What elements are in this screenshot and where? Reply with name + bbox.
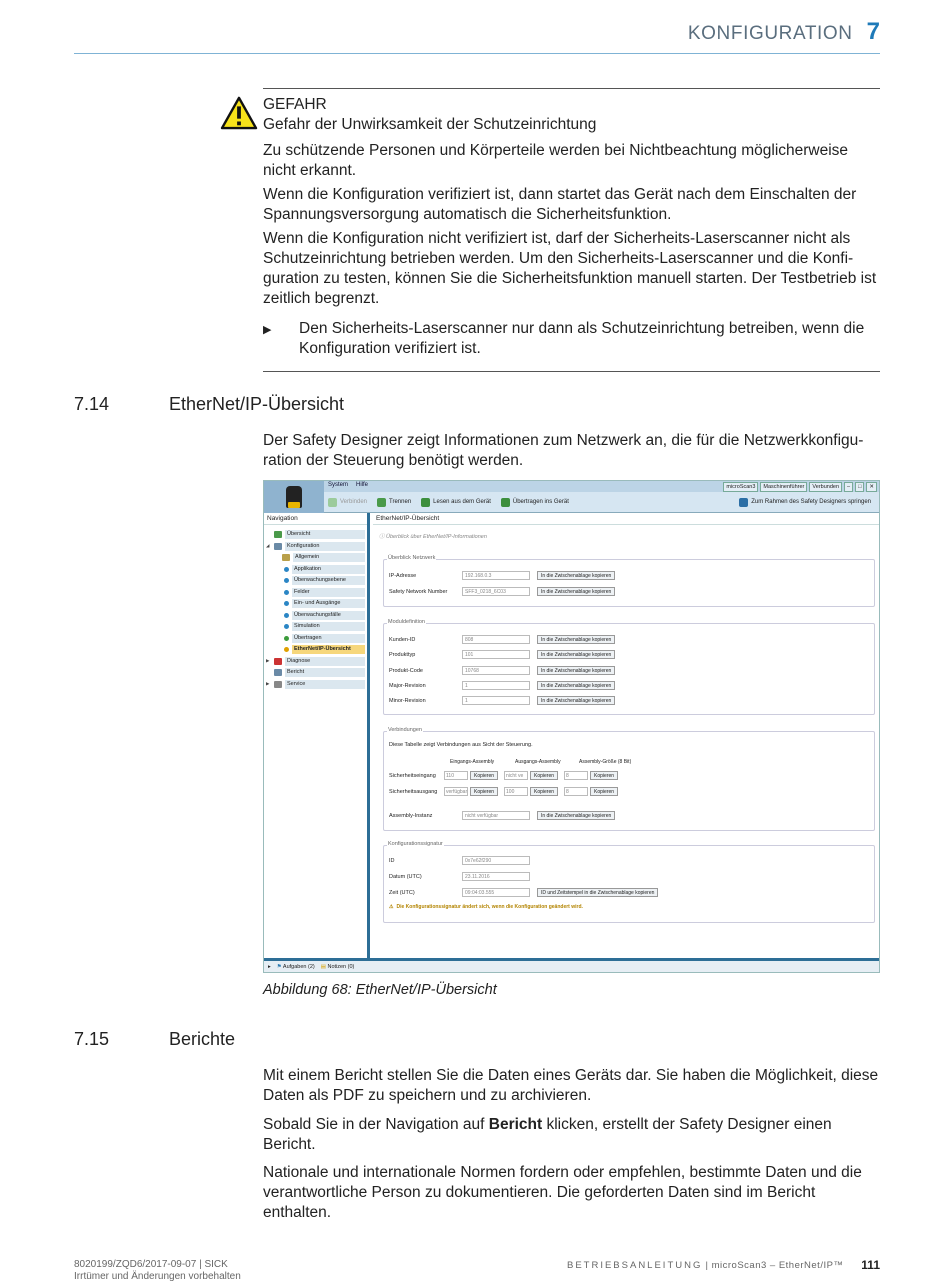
- connections-legend: Verbindungen: [388, 727, 422, 733]
- nav-item-general[interactable]: Allgemein: [266, 552, 365, 564]
- signature-time-row: Zeit (UTC) 09:04:03.555 ID und Zeitstempel in die Zwischenablage kopieren: [389, 888, 658, 897]
- module-row: Minor-Revision 1 In die Zwischenablage kopieren: [389, 696, 615, 705]
- jump-frame-button[interactable]: Zum Rahmen des Safety Designers springen: [739, 498, 871, 507]
- signature-id-field[interactable]: 0x7e62f290: [462, 856, 530, 865]
- step-dot-icon: [284, 647, 289, 652]
- app-menu: [328, 482, 368, 488]
- assembly-size-field[interactable]: 8: [564, 787, 588, 796]
- danger-paragraph-3: Wenn die Konfiguration nicht verifiziert ist, darf der Sicherheits-Laserscanner nicht als Schutzeinrichtung betrieben werden. Um den Sicherheits-Laserscanner und die Konfiguration zu testen, können Sie die Sicherheitsfunktion manuell starten. Der Testbetrieb ist zeitlich begrenzt.: [263, 230, 877, 307]
- network-group: [383, 555, 875, 607]
- report-paragraph-3: Nationale und internationale Normen fordern oder empfehlen, bestimmte Daten und die verantwortliche Person zu dokumentieren. Die geforderten Daten sind im Bericht enthalten.: [263, 1164, 862, 1221]
- step-dot-icon: [284, 590, 289, 595]
- nav-item-ethernet-ip-overview[interactable]: EtherNet/IP-Übersicht: [266, 644, 365, 656]
- step-dot-icon: [284, 624, 289, 629]
- module-row: Produkttyp 101 In die Zwischenablage kopieren: [389, 650, 615, 659]
- assembly-instance-row: Assembly-Instanz nicht verfügbar In die Zwischenablage kopieren: [389, 811, 615, 820]
- navigation-pane: [264, 513, 370, 958]
- section-title: EtherNet/IP-Übersicht: [169, 394, 345, 414]
- ip-field[interactable]: 192.168.0.3: [462, 571, 530, 580]
- bullet-arrow-icon: ▶: [263, 324, 272, 336]
- device-logo: [264, 481, 324, 513]
- disclaimer: Irrtümer und Änderungen vorbehalten: [74, 1271, 241, 1282]
- copy-button[interactable]: In die Zwischenablage kopieren: [537, 696, 615, 705]
- danger-paragraph-2: Wenn die Konfiguration verifiziert ist, dann startet das Gerät nach dem Einschalten der Spannungsversorgung automatisch die Sicherheitsfunktion.: [263, 186, 857, 223]
- connections-group: [383, 727, 875, 831]
- tasks-tab[interactable]: ⚑ Aufgaben (2): [276, 963, 315, 970]
- disconnect-button[interactable]: Trennen: [377, 498, 411, 507]
- report-icon: [274, 669, 282, 676]
- device-name[interactable]: microScan3: [723, 482, 758, 492]
- expand-icon[interactable]: ▸: [268, 963, 271, 970]
- figure-caption: Abbildung 68: EtherNet/IP-Übersicht: [263, 982, 497, 998]
- signature-warning: ⚠ Die Konfigurationssignatur ändert sich, wenn die Konfiguration geändert wird.: [389, 904, 583, 910]
- connection-state[interactable]: Verbunden: [809, 482, 842, 492]
- output-assembly-field[interactable]: 100: [504, 787, 528, 796]
- report-paragraph-2: Sobald Sie in der Navigation auf Bericht klicken, erstellt der Safety Designer einen Bericht.: [263, 1116, 832, 1153]
- signature-date-row: Datum (UTC) 23.11.2016: [389, 872, 530, 881]
- signature-time-field[interactable]: 09:04:03.555: [462, 888, 530, 897]
- nav-item-simulation[interactable]: Simulation: [266, 621, 365, 633]
- snn-row: Safety Network Number SFF3_0218_6C03 In die Zwischenablage kopieren: [389, 587, 615, 596]
- nav-item-monitoring-cases[interactable]: Überwachungsfälle: [266, 610, 365, 622]
- general-icon: [282, 554, 290, 561]
- user-level[interactable]: Maschinenführer: [760, 482, 807, 492]
- copy-button[interactable]: In die Zwischenablage kopieren: [537, 681, 615, 690]
- module-row: Produkt-Code 10768 In die Zwischenablage kopieren: [389, 666, 615, 675]
- step-dot-icon: [284, 578, 289, 583]
- transfer-icon: [501, 498, 510, 507]
- page-header: [688, 18, 880, 46]
- section-heading-7-14: [74, 394, 344, 415]
- navigation-title: Navigation: [264, 513, 367, 525]
- copy-button[interactable]: In die Zwischenablage kopieren: [537, 811, 615, 820]
- danger-title: GEFAHR: [263, 96, 327, 113]
- nav-item-diagnosis[interactable]: ▶ Diagnose: [266, 656, 365, 668]
- menu-help[interactable]: Hilfe: [356, 482, 369, 488]
- connections-description: Diese Tabelle zeigt Verbindungen aus Sicht der Steuerung.: [389, 742, 533, 748]
- copy-ip-button[interactable]: In die Zwischenablage kopieren: [537, 571, 615, 580]
- section-heading-7-15: [74, 1029, 235, 1050]
- footer-left: [74, 1259, 241, 1283]
- app-screenshot: [263, 480, 880, 973]
- step-dot-icon: [284, 613, 289, 618]
- copy-button[interactable]: Kopieren: [470, 787, 498, 796]
- nav-item-service[interactable]: ▶ Service: [266, 679, 365, 691]
- danger-bullet-text: Den Sicherheits-Laserscanner nur dann als Schutzeinrichtung betreiben, wenn die Konfiguration verifiziert ist.: [299, 320, 865, 357]
- read-icon: [421, 498, 430, 507]
- footer-right: BETRIEBSANLEITUNG | microScan3 – EtherNet/IP™: [567, 1260, 844, 1271]
- diagnosis-icon: [274, 658, 282, 665]
- nav-item-overview[interactable]: Übersicht: [266, 529, 365, 541]
- input-assembly-field[interactable]: verfügbar: [446, 789, 468, 795]
- disconnect-icon: [377, 498, 386, 507]
- content-pane: [373, 513, 879, 958]
- content-title: EtherNet/IP-Übersicht: [373, 513, 879, 525]
- col-output-assembly: Ausgangs-Assembly: [515, 759, 561, 765]
- section-number: 7.14: [74, 394, 110, 414]
- report-paragraph-1: Mit einem Bericht stellen Sie die Daten eines Geräts dar. Sie haben die Möglichkeit, diese Daten als PDF zu speichern und zu archivieren.: [263, 1067, 879, 1104]
- service-icon: [274, 681, 282, 688]
- danger-notice: [263, 88, 880, 372]
- expand-icon: ▶: [266, 681, 270, 687]
- safety-designer-icon: [739, 498, 748, 507]
- copy-button[interactable]: Kopieren: [530, 771, 558, 780]
- signature-group: [383, 841, 875, 923]
- page-number: 111: [861, 1258, 880, 1272]
- report-term: Bericht: [488, 1116, 543, 1133]
- col-assembly-size: Assembly-Größe (8 Bit): [579, 759, 632, 765]
- safety-output-row: Sicherheitsausgang verfügbar Kopieren 100 Kopieren 8 Kopieren: [389, 787, 618, 796]
- read-device-button[interactable]: Lesen aus dem Gerät: [421, 498, 491, 507]
- expand-icon: ◢: [266, 543, 270, 549]
- transfer-device-button[interactable]: Übertragen ins Gerät: [501, 498, 569, 507]
- configuration-icon: [274, 543, 282, 550]
- nav-item-configuration[interactable]: ◢ Konfiguration: [266, 541, 365, 553]
- input-assembly-field[interactable]: 110: [444, 771, 468, 780]
- chapter-number: 7: [866, 18, 880, 45]
- module-legend: Moduldefinition: [388, 619, 425, 625]
- module-row: Kunden-ID 808 In die Zwischenablage kopieren: [389, 635, 615, 644]
- nav-item-io[interactable]: Ein- und Ausgänge: [266, 598, 365, 610]
- signature-id-row: ID 0x7e62f290: [389, 856, 530, 865]
- nav-item-monitoring-plane[interactable]: Überwachungsebene: [266, 575, 365, 587]
- copy-button[interactable]: Kopieren: [530, 787, 558, 796]
- step-dot-icon: [284, 601, 289, 606]
- section-number: 7.15: [74, 1029, 110, 1049]
- copy-button[interactable]: In die Zwischenablage kopieren: [537, 635, 615, 644]
- major-revision-field[interactable]: 1: [462, 681, 530, 690]
- col-input-assembly: Eingangs-Assembly: [450, 759, 495, 765]
- notes-tab[interactable]: ▤ Notizen (0): [320, 963, 355, 970]
- doc-id: 8020199/ZQD6/2017-09-07 | SICK: [74, 1259, 228, 1270]
- module-group: [383, 619, 875, 715]
- status-bar: [264, 958, 879, 972]
- warning-triangle-icon: [220, 96, 258, 130]
- ip-row: IP-Adresse 192.168.0.3 In die Zwischenablage kopieren: [389, 571, 615, 580]
- warning-icon: ⚠: [389, 904, 394, 910]
- info-icon: ⓘ: [379, 534, 387, 540]
- toolbar: [324, 492, 879, 513]
- section-intro: Der Safety Designer zeigt Informationen zum Netzwerk an, die für die Netzwerkkonfiguration der Steuerung benötigt werden.: [263, 432, 864, 469]
- menu-system[interactable]: System: [328, 482, 349, 488]
- minimize-button[interactable]: –: [844, 482, 853, 492]
- danger-subtitle: Gefahr der Unwirksamkeit der Schutzeinrichtung: [263, 116, 597, 133]
- window-controls: [723, 482, 877, 492]
- copy-button[interactable]: Kopieren: [590, 787, 618, 796]
- danger-paragraph-1: Zu schützende Personen und Körperteile werden bei Nichtbeachtung möglicherweise nicht erkannt.: [263, 142, 849, 179]
- nav-item-application[interactable]: Applikation: [266, 564, 365, 576]
- signature-legend: Konfigurationssignatur: [388, 841, 443, 847]
- minor-revision-field[interactable]: 1: [462, 696, 530, 705]
- safety-input-row: Sicherheitseingang 110 Kopieren nicht ve Kopieren 8 Kopieren: [389, 771, 618, 780]
- maximize-button[interactable]: □: [855, 482, 864, 492]
- copy-snn-button[interactable]: In die Zwischenablage kopieren: [537, 587, 615, 596]
- step-dot-icon: [284, 636, 289, 641]
- connect-button[interactable]: Verbinden: [328, 498, 367, 507]
- nav-item-transfer[interactable]: Übertragen: [266, 633, 365, 645]
- connect-icon: [328, 498, 337, 507]
- network-legend: Überblick Netzwerk: [388, 555, 436, 561]
- customer-id-field[interactable]: 808: [462, 635, 530, 644]
- overview-icon: [274, 531, 282, 538]
- product-type-field[interactable]: 101: [462, 650, 530, 659]
- copy-button[interactable]: In die Zwischenablage kopieren: [537, 666, 615, 675]
- nav-item-report[interactable]: Bericht: [266, 667, 365, 679]
- chapter-title: KONFIGURATION: [687, 23, 853, 44]
- copy-button[interactable]: Kopieren: [470, 771, 498, 780]
- step-dot-icon: [284, 567, 289, 572]
- info-line: ⓘ Überblick über EtherNet/IP-Informationen: [379, 534, 487, 540]
- note-icon: ▤: [320, 963, 328, 970]
- copy-id-timestamp-button[interactable]: ID und Zeitstempel in die Zwischenablage kopieren: [537, 888, 658, 897]
- signature-date-field[interactable]: 23.11.2016: [462, 872, 530, 881]
- assembly-size-field[interactable]: 8: [564, 771, 588, 780]
- product-code-field[interactable]: 10768: [462, 666, 530, 675]
- copy-button[interactable]: In die Zwischenablage kopieren: [537, 650, 615, 659]
- flag-icon: ⚑: [276, 963, 283, 970]
- assembly-instance-field[interactable]: nicht verfügbar: [462, 811, 530, 820]
- nav-item-fields[interactable]: Felder: [266, 587, 365, 599]
- snn-field[interactable]: SFF3_0218_6C03: [462, 587, 530, 596]
- danger-bullet: [263, 319, 880, 359]
- scanner-icon: [286, 486, 302, 508]
- copy-button[interactable]: Kopieren: [590, 771, 618, 780]
- close-button[interactable]: ✕: [866, 482, 877, 492]
- section-title: Berichte: [169, 1029, 236, 1049]
- module-row: Major-Revision 1 In die Zwischenablage kopieren: [389, 681, 615, 690]
- output-assembly-field[interactable]: nicht ve: [504, 771, 528, 780]
- expand-icon: ▶: [266, 658, 270, 664]
- navigation-tree: [266, 529, 365, 690]
- header-rule: [74, 53, 880, 54]
